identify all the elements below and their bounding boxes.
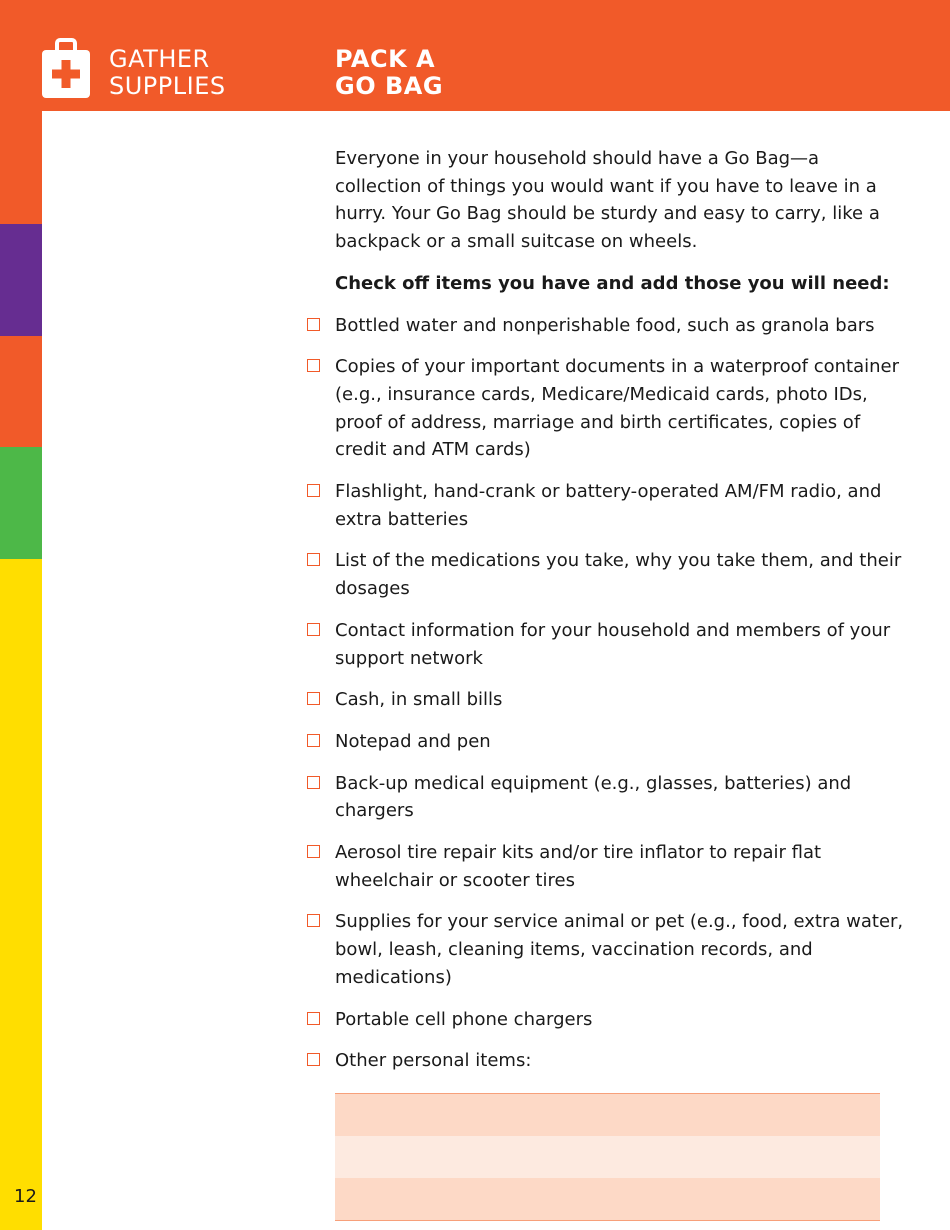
checklist-item-label: Contact information for your household and members of your support network (335, 619, 891, 669)
rail-segment-orange-2 (0, 336, 42, 447)
checkbox[interactable] (307, 1053, 320, 1066)
checklist-item-label: Other personal items: (335, 1050, 532, 1072)
checklist-item (305, 839, 913, 894)
checklist-item (305, 1006, 913, 1034)
section-label-line-1: GATHER (109, 45, 210, 73)
checklist-item (305, 686, 913, 714)
checkbox[interactable] (307, 623, 320, 636)
page-title-line-2: GO BAG (335, 72, 444, 100)
page-title-line-1: PACK A (335, 45, 436, 73)
checklist-item (305, 1047, 913, 1075)
write-in-lines (335, 1093, 880, 1221)
checkbox[interactable] (307, 734, 320, 747)
checkbox[interactable] (307, 776, 320, 789)
checkbox[interactable] (307, 318, 320, 331)
checkbox[interactable] (307, 845, 320, 858)
checkbox[interactable] (307, 359, 320, 372)
checklist-item (305, 312, 913, 340)
checkbox[interactable] (307, 914, 320, 927)
checklist-item-label: Flashlight, hand-crank or battery-operated AM/FM radio, and extra batteries (335, 481, 882, 530)
checklist-item (305, 353, 913, 464)
intro-paragraph: Everyone in your household should have a Go Bag—a collection of things you would want if you have to leave in a hurry. Your Go Bag should be sturdy and easy to carry, like a backpack or a small suitcase on wheels. (335, 148, 880, 253)
checklist-item (305, 908, 913, 991)
section-label-line-2: SUPPLIES (109, 72, 226, 100)
checklist (305, 312, 915, 1075)
header-band (0, 0, 950, 111)
rail-segment-purple (0, 224, 42, 336)
checklist-item-label: Bottled water and nonperishable food, such as granola bars (335, 314, 875, 336)
checklist-item (305, 770, 913, 825)
write-in-line[interactable] (335, 1178, 880, 1221)
content (305, 145, 915, 1089)
color-rail (0, 0, 42, 1230)
checkbox[interactable] (307, 484, 320, 497)
checklist-item (305, 547, 913, 602)
checklist-item (305, 617, 913, 672)
checklist-item-label: Back-up medical equipment (e.g., glasses, batteries) and chargers (335, 772, 852, 822)
checklist-item-label: Supplies for your service animal or pet (e.g., food, extra water, bowl, leash, cleaning items, vaccination records, and medications) (335, 911, 904, 988)
checklist-item (305, 478, 913, 533)
rail-segment-yellow (0, 559, 42, 1230)
checkbox[interactable] (307, 692, 320, 705)
first-aid-kit-icon (42, 38, 90, 98)
page-title (335, 46, 443, 100)
checklist-item-label: Aerosol tire repair kits and/or tire inflator to repair flat wheelchair or scooter tires (335, 842, 822, 891)
checkbox[interactable] (307, 553, 320, 566)
section-label (109, 46, 226, 100)
checklist-prompt: Check off items you have and add those you will need: (335, 272, 890, 294)
checklist-item-label: Notepad and pen (335, 730, 491, 752)
checkbox[interactable] (307, 1012, 320, 1025)
page-number: 12 (14, 1186, 37, 1207)
checklist-item-label: List of the medications you take, why you take them, and their dosages (335, 550, 902, 600)
checklist-item-label: Cash, in small bills (335, 689, 503, 711)
checklist-item (305, 728, 913, 756)
write-in-line[interactable] (335, 1093, 880, 1136)
checklist-item-label: Portable cell phone chargers (335, 1008, 593, 1030)
checklist-item-label: Copies of your important documents in a waterproof container (e.g., insurance cards, Medicare/Medicaid cards, photo IDs, proof of address, marriage and birth certificates, copies of credit and ATM cards) (335, 356, 899, 461)
rail-segment-green (0, 447, 42, 559)
write-in-line[interactable] (335, 1136, 880, 1178)
